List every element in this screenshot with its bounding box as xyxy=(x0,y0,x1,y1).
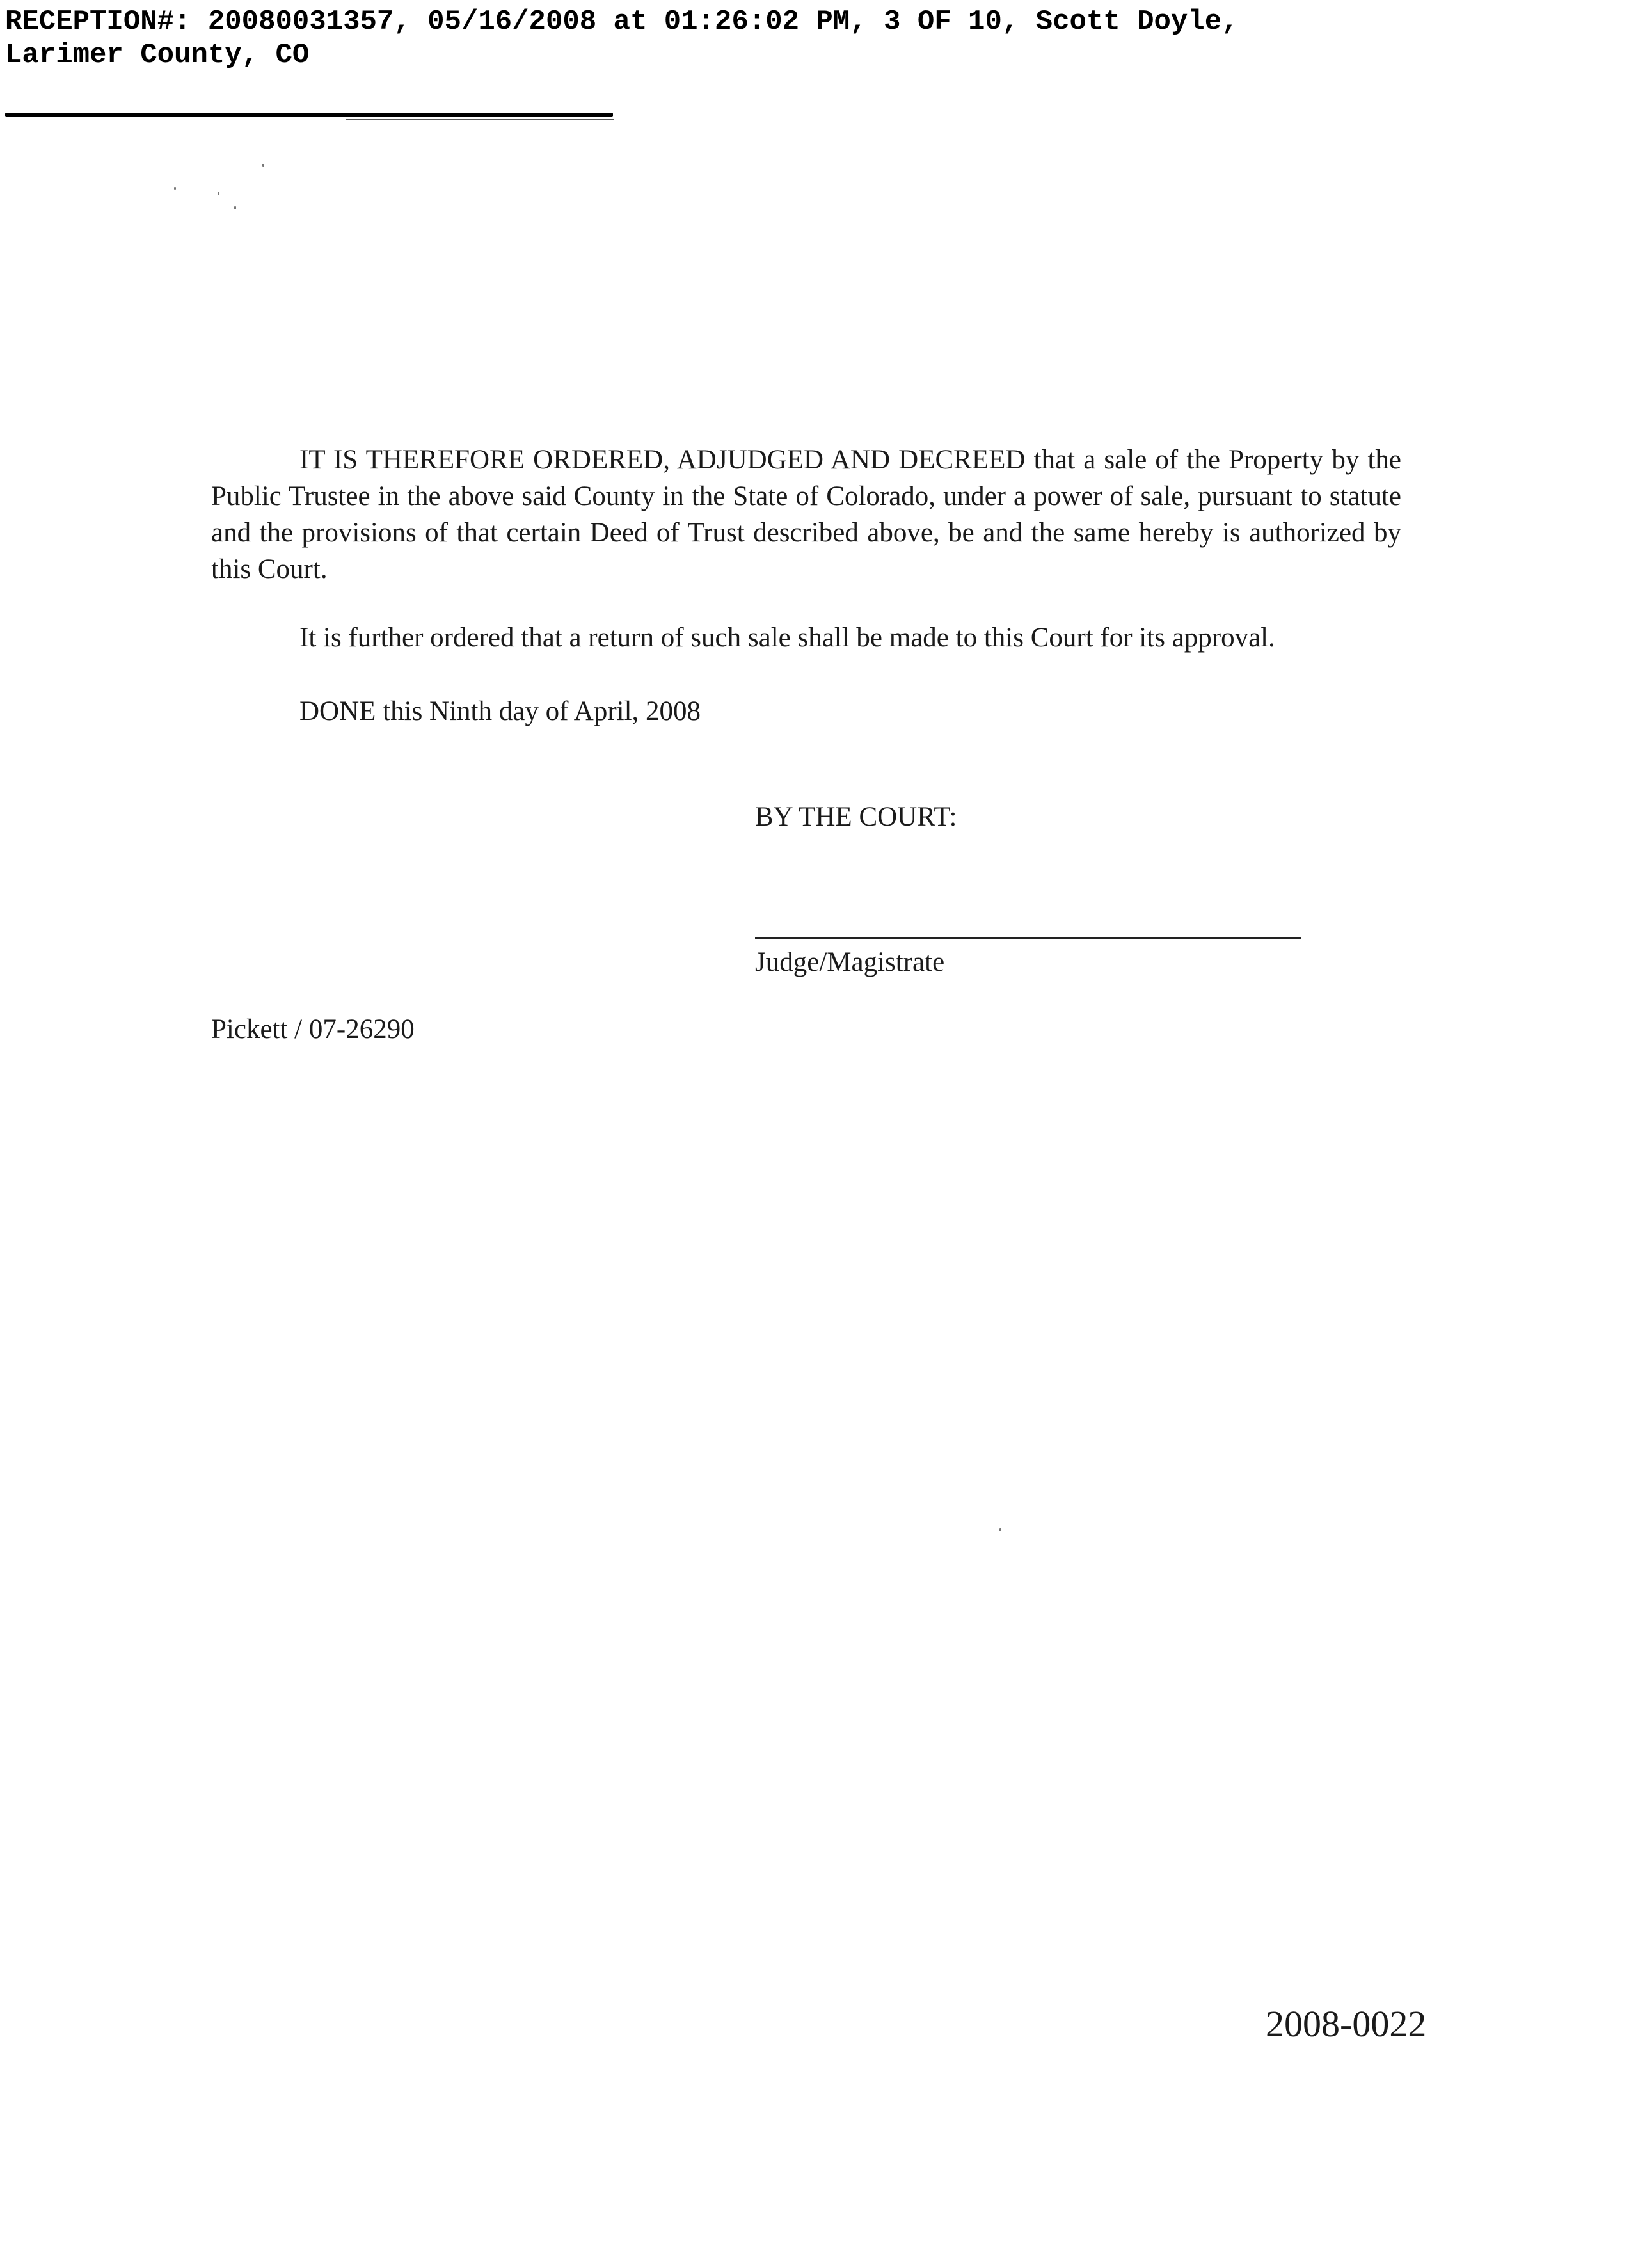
scan-speck xyxy=(174,187,176,190)
by-the-court-label: BY THE COURT: xyxy=(755,802,957,832)
recording-stamp xyxy=(5,5,1579,72)
document-number: 2008-0022 xyxy=(1266,2003,1427,2045)
scan-speck xyxy=(234,206,236,209)
scan-speck xyxy=(218,192,219,195)
header-rule xyxy=(5,113,613,117)
scan-speck xyxy=(262,164,264,167)
recording-stamp-line-1: RECEPTION#: 20080031357, 05/16/2008 at 01:26:02 PM, 3 OF 10, Scott Doyle, xyxy=(5,6,1239,38)
judge-magistrate-label: Judge/Magistrate xyxy=(755,947,945,977)
header-rule-tail xyxy=(346,119,614,120)
case-reference: Pickett / 07-26290 xyxy=(211,1014,415,1044)
order-paragraph-return: It is further ordered that a return of such sale shall be made to this Court for its approval. xyxy=(299,623,1275,653)
scan-speck xyxy=(999,1528,1001,1531)
recording-stamp-line-2: Larimer County, CO xyxy=(5,39,310,71)
order-paragraph-decree: IT IS THEREFORE ORDERED, ADJUDGED AND DECREED that a sale of the Property by the Public Trustee in the above said County in the State of Colorado, under a power of sale, pursuant to statute and the provisions of that certain Deed of Trust described above, be and the same hereby is authorized by this Court. xyxy=(211,445,1401,584)
order-paragraph-done-date: DONE this Ninth day of April, 2008 xyxy=(299,696,701,726)
signature-line xyxy=(755,937,1301,939)
